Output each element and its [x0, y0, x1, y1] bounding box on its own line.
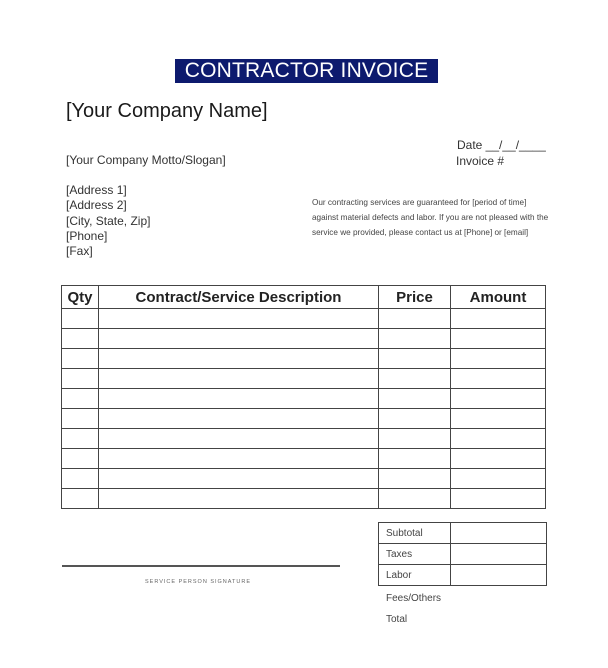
phone-line: [Phone]: [66, 228, 108, 243]
amount-cell[interactable]: [451, 409, 546, 429]
qty-cell[interactable]: [62, 369, 99, 389]
total-label: Total: [386, 614, 408, 625]
amount-cell[interactable]: [451, 449, 546, 469]
header-qty: Qty: [62, 286, 99, 309]
header-description: Contract/Service Description: [99, 286, 379, 309]
qty-cell[interactable]: [62, 429, 99, 449]
description-cell[interactable]: [99, 389, 379, 409]
amount-cell[interactable]: [451, 329, 546, 349]
amount-cell[interactable]: [451, 489, 546, 509]
labor-label: Labor: [379, 565, 451, 586]
amount-cell[interactable]: [451, 349, 546, 369]
description-cell[interactable]: [99, 349, 379, 369]
description-cell[interactable]: [99, 449, 379, 469]
taxes-label: Taxes: [379, 544, 451, 565]
amount-cell[interactable]: [451, 309, 546, 329]
table-row: [62, 489, 546, 509]
totals-table: [378, 522, 547, 586]
table-row: [62, 349, 546, 369]
price-cell[interactable]: [379, 349, 451, 369]
address-line-1: [Address 1]: [66, 183, 127, 197]
qty-cell[interactable]: [62, 409, 99, 429]
table-row: [62, 449, 546, 469]
description-cell[interactable]: [99, 329, 379, 349]
qty-cell[interactable]: [62, 329, 99, 349]
price-cell[interactable]: [379, 329, 451, 349]
price-cell[interactable]: [379, 409, 451, 429]
invoice-number-field: Invoice #: [456, 154, 505, 168]
invoice-title: CONTRACTOR INVOICE: [175, 59, 438, 83]
address-line-2: [Address 2]: [66, 198, 127, 213]
company-name: [Your Company Name]: [66, 100, 268, 122]
header-price: Price: [379, 286, 451, 309]
table-row: [62, 329, 546, 349]
price-cell[interactable]: [379, 449, 451, 469]
header-amount: Amount: [451, 286, 546, 309]
table-row: [62, 409, 546, 429]
fees-label: Fees/Others: [386, 593, 442, 604]
qty-cell[interactable]: [62, 489, 99, 509]
taxes-value[interactable]: [451, 544, 547, 565]
table-header-row: [62, 286, 546, 309]
description-cell[interactable]: [99, 469, 379, 489]
qty-cell[interactable]: [62, 349, 99, 369]
description-cell[interactable]: [99, 429, 379, 449]
address-block: [66, 183, 150, 259]
table-row: [62, 429, 546, 449]
amount-cell[interactable]: [451, 389, 546, 409]
company-slogan: [Your Company Motto/Slogan]: [66, 153, 226, 167]
description-cell[interactable]: [99, 369, 379, 389]
signature-label: SERVICE PERSON SIGNATURE: [145, 579, 252, 585]
price-cell[interactable]: [379, 429, 451, 449]
price-cell[interactable]: [379, 309, 451, 329]
price-cell[interactable]: [379, 389, 451, 409]
amount-cell[interactable]: [451, 369, 546, 389]
table-row: [62, 469, 546, 489]
price-cell[interactable]: [379, 489, 451, 509]
table-row: [62, 369, 546, 389]
labor-value[interactable]: [451, 565, 547, 586]
taxes-row: [379, 544, 547, 565]
qty-cell[interactable]: [62, 389, 99, 409]
qty-cell[interactable]: [62, 469, 99, 489]
fax-line: [Fax]: [66, 244, 93, 259]
subtotal-label: Subtotal: [379, 523, 451, 544]
table-row: [62, 309, 546, 329]
description-cell[interactable]: [99, 309, 379, 329]
signature-line[interactable]: [62, 565, 340, 567]
labor-row: [379, 565, 547, 586]
date-field: Date __/__/____: [457, 138, 546, 152]
table-row: [62, 389, 546, 409]
subtotal-row: [379, 523, 547, 544]
price-cell[interactable]: [379, 469, 451, 489]
guarantee-text: Our contracting services are guaranteed for [period of time] against material defects and labor. If you are not pleased with the service we provided, please contact us at [Phone] or [email]: [312, 198, 549, 237]
qty-cell[interactable]: [62, 309, 99, 329]
amount-cell[interactable]: [451, 469, 546, 489]
amount-cell[interactable]: [451, 429, 546, 449]
qty-cell[interactable]: [62, 449, 99, 469]
city-state-zip: [City, State, Zip]: [66, 213, 151, 228]
subtotal-value[interactable]: [451, 523, 547, 544]
description-cell[interactable]: [99, 489, 379, 509]
description-cell[interactable]: [99, 409, 379, 429]
items-table: [61, 285, 546, 509]
price-cell[interactable]: [379, 369, 451, 389]
